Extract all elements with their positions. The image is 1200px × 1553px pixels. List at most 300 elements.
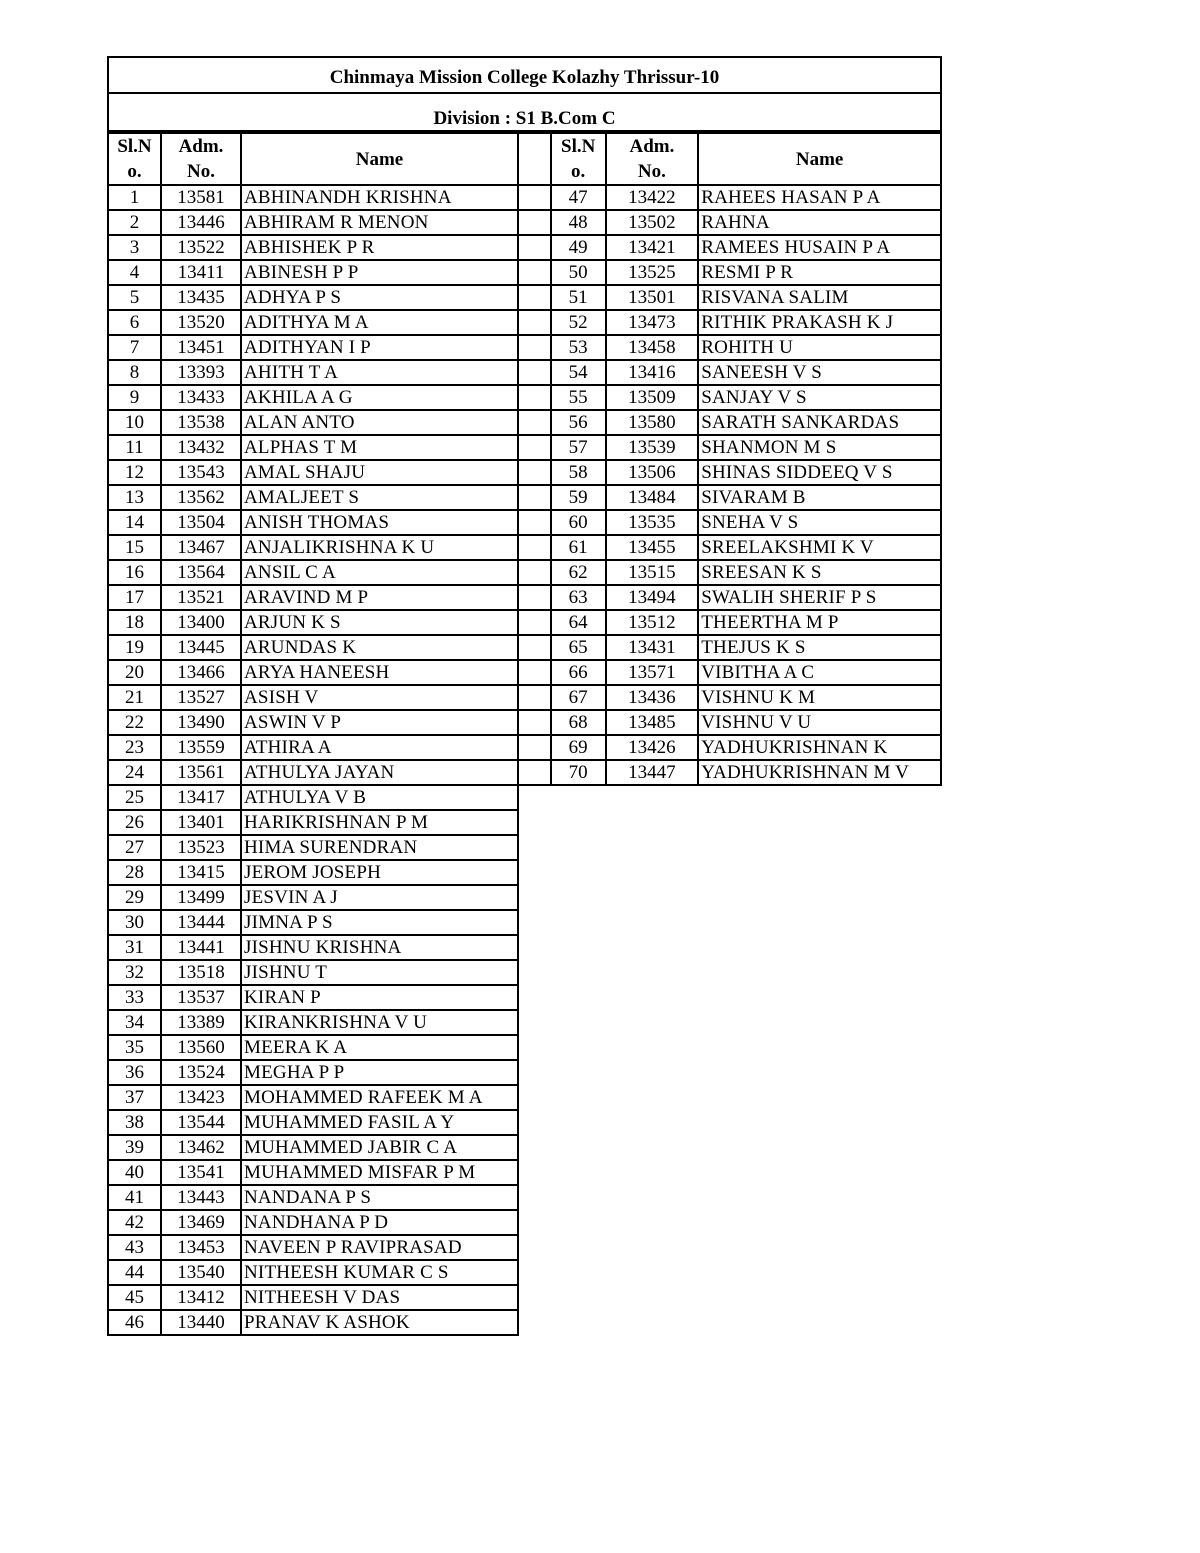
- spacer-cell: [518, 610, 551, 635]
- name-cell: ADHYA P S: [241, 285, 518, 310]
- name-cell: ATHULYA JAYAN: [241, 760, 518, 785]
- adm-no-cell: 13400: [161, 610, 241, 635]
- spacer-cell: [518, 210, 551, 235]
- name-cell: NANDANA P S: [241, 1185, 518, 1210]
- spacer-cell: [518, 310, 551, 335]
- adm-header-line2: No.: [187, 161, 215, 182]
- sl-no-cell: 8: [108, 360, 161, 385]
- name-cell: ADITHYA M A: [241, 310, 518, 335]
- sl-no-cell: 46: [108, 1310, 161, 1335]
- sl-no-cell: 66: [551, 660, 606, 685]
- adm-no-cell: 13571: [606, 660, 699, 685]
- table-row: [108, 860, 518, 885]
- name-cell: SNEHA V S: [698, 510, 941, 535]
- adm-no-cell: 13544: [161, 1110, 241, 1135]
- spacer-cell: [518, 133, 551, 185]
- name-cell: ABHISHEK P R: [241, 235, 518, 260]
- table-row: [108, 310, 518, 335]
- table-row: [108, 1235, 518, 1260]
- sl-header-line1: Sl.N: [561, 136, 596, 157]
- sl-no-cell: 25: [108, 785, 161, 810]
- spacer-cell: [518, 560, 551, 585]
- name-cell: THEJUS K S: [698, 635, 941, 660]
- sl-no-cell: 65: [551, 635, 606, 660]
- name-cell: JISHNU KRISHNA: [241, 935, 518, 960]
- sl-no-cell: 67: [551, 685, 606, 710]
- sl-header-line1: Sl.N: [117, 136, 152, 157]
- table-row: [518, 760, 941, 785]
- name-cell: SREELAKSHMI K V: [698, 535, 941, 560]
- name-cell: SHINAS SIDDEEQ V S: [698, 460, 941, 485]
- sl-no-header: [551, 133, 606, 185]
- spacer-cell: [518, 435, 551, 460]
- name-cell: ALAN ANTO: [241, 410, 518, 435]
- name-cell: RAMEES HUSAIN P A: [698, 235, 941, 260]
- adm-no-cell: 13564: [161, 560, 241, 585]
- name-cell: JIMNA P S: [241, 910, 518, 935]
- adm-no-cell: 13447: [606, 760, 699, 785]
- name-cell: JISHNU T: [241, 960, 518, 985]
- sl-no-cell: 2: [108, 210, 161, 235]
- table-row: [108, 935, 518, 960]
- spacer-cell: [518, 385, 551, 410]
- adm-no-cell: 13490: [161, 710, 241, 735]
- name-cell: ADITHYAN I P: [241, 335, 518, 360]
- adm-no-cell: 13462: [161, 1135, 241, 1160]
- sl-no-cell: 43: [108, 1235, 161, 1260]
- adm-no-cell: 13540: [161, 1260, 241, 1285]
- table-row: [108, 385, 518, 410]
- table-row: [108, 360, 518, 385]
- adm-no-cell: 13436: [606, 685, 699, 710]
- adm-no-cell: 13561: [161, 760, 241, 785]
- sl-no-cell: 55: [551, 385, 606, 410]
- name-cell: SHANMON M S: [698, 435, 941, 460]
- table-row: [108, 810, 518, 835]
- sl-no-cell: 24: [108, 760, 161, 785]
- adm-no-cell: 13580: [606, 410, 699, 435]
- adm-no-cell: 13518: [161, 960, 241, 985]
- adm-no-cell: 13453: [161, 1235, 241, 1260]
- adm-no-cell: 13416: [606, 360, 699, 385]
- name-cell: ROHITH U: [698, 335, 941, 360]
- table-row: [108, 1185, 518, 1210]
- adm-no-cell: 13560: [161, 1035, 241, 1060]
- adm-no-cell: 13426: [606, 735, 699, 760]
- sl-no-cell: 60: [551, 510, 606, 535]
- table-row: [108, 835, 518, 860]
- name-cell: PRANAV K ASHOK: [241, 1310, 518, 1335]
- sl-no-cell: 59: [551, 485, 606, 510]
- table-row: [518, 385, 941, 410]
- table-row: [108, 1010, 518, 1035]
- adm-no-cell: 13435: [161, 285, 241, 310]
- name-cell: ABINESH P P: [241, 260, 518, 285]
- right-student-table: [517, 132, 942, 786]
- name-cell: ATHULYA V B: [241, 785, 518, 810]
- name-cell: SWALIH SHERIF P S: [698, 585, 941, 610]
- sl-no-cell: 29: [108, 885, 161, 910]
- adm-no-cell: 13581: [161, 185, 241, 210]
- table-row: [108, 660, 518, 685]
- adm-no-cell: 13458: [606, 335, 699, 360]
- title-block: [107, 56, 942, 132]
- sl-no-cell: 32: [108, 960, 161, 985]
- name-cell: ARJUN K S: [241, 610, 518, 635]
- table-row: [108, 510, 518, 535]
- sl-no-cell: 26: [108, 810, 161, 835]
- sl-no-cell: 33: [108, 985, 161, 1010]
- table-row: [518, 585, 941, 610]
- name-cell: RAHNA: [698, 210, 941, 235]
- adm-no-cell: 13431: [606, 635, 699, 660]
- table-row: [108, 1110, 518, 1135]
- table-row: [518, 735, 941, 760]
- right-table-body: [518, 185, 941, 785]
- table-row: [108, 985, 518, 1010]
- spacer-cell: [518, 185, 551, 210]
- name-cell: ARYA HANEESH: [241, 660, 518, 685]
- spacer-cell: [518, 485, 551, 510]
- name-cell: HARIKRISHNAN P M: [241, 810, 518, 835]
- spacer-cell: [518, 735, 551, 760]
- name-cell: RITHIK PRAKASH K J: [698, 310, 941, 335]
- table-row: [108, 1160, 518, 1185]
- spacer-cell: [518, 410, 551, 435]
- table-row: [108, 1035, 518, 1060]
- adm-no-cell: 13440: [161, 1310, 241, 1335]
- name-header: Name: [241, 133, 518, 185]
- table-row: [108, 760, 518, 785]
- name-cell: SARATH SANKARDAS: [698, 410, 941, 435]
- name-cell: MEGHA P P: [241, 1060, 518, 1085]
- sl-no-cell: 58: [551, 460, 606, 485]
- sl-no-cell: 49: [551, 235, 606, 260]
- table-row: [518, 485, 941, 510]
- sl-no-cell: 23: [108, 735, 161, 760]
- name-cell: MEERA K A: [241, 1035, 518, 1060]
- name-cell: NAVEEN P RAVIPRASAD: [241, 1235, 518, 1260]
- adm-no-cell: 13393: [161, 360, 241, 385]
- sl-no-cell: 36: [108, 1060, 161, 1085]
- adm-no-cell: 13521: [161, 585, 241, 610]
- name-cell: RISVANA SALIM: [698, 285, 941, 310]
- table-row: [108, 460, 518, 485]
- table-row: [518, 635, 941, 660]
- adm-no-cell: 13527: [161, 685, 241, 710]
- sl-no-cell: 63: [551, 585, 606, 610]
- adm-header-line1: Adm.: [178, 136, 224, 157]
- adm-no-cell: 13523: [161, 835, 241, 860]
- sl-no-cell: 38: [108, 1110, 161, 1135]
- table-row: [108, 910, 518, 935]
- adm-no-cell: 13522: [161, 235, 241, 260]
- sl-no-cell: 39: [108, 1135, 161, 1160]
- sl-no-cell: 70: [551, 760, 606, 785]
- adm-no-cell: 13535: [606, 510, 699, 535]
- sl-no-cell: 45: [108, 1285, 161, 1310]
- sl-no-cell: 14: [108, 510, 161, 535]
- sl-header-line2: o.: [571, 161, 586, 182]
- table-row: [518, 210, 941, 235]
- table-row: [108, 1310, 518, 1335]
- name-cell: ANISH THOMAS: [241, 510, 518, 535]
- table-row: [108, 685, 518, 710]
- sl-no-cell: 35: [108, 1035, 161, 1060]
- sl-no-cell: 44: [108, 1260, 161, 1285]
- adm-no-cell: 13499: [161, 885, 241, 910]
- sl-no-cell: 52: [551, 310, 606, 335]
- name-cell: ATHIRA A: [241, 735, 518, 760]
- sl-no-cell: 34: [108, 1010, 161, 1035]
- sl-no-cell: 47: [551, 185, 606, 210]
- adm-no-cell: 13562: [161, 485, 241, 510]
- adm-no-cell: 13422: [606, 185, 699, 210]
- table-row: [518, 660, 941, 685]
- name-cell: MUHAMMED MISFAR P M: [241, 1160, 518, 1185]
- name-cell: ALPHAS T M: [241, 435, 518, 460]
- table-row: [518, 685, 941, 710]
- name-cell: SANEESH V S: [698, 360, 941, 385]
- sl-no-cell: 53: [551, 335, 606, 360]
- spacer-cell: [518, 360, 551, 385]
- adm-no-cell: 13539: [606, 435, 699, 460]
- sl-no-cell: 12: [108, 460, 161, 485]
- table-row: [518, 535, 941, 560]
- adm-no-cell: 13441: [161, 935, 241, 960]
- name-cell: ANJALIKRISHNA K U: [241, 535, 518, 560]
- name-cell: SIVARAM B: [698, 485, 941, 510]
- adm-no-cell: 13445: [161, 635, 241, 660]
- adm-no-cell: 13515: [606, 560, 699, 585]
- name-cell: JEROM JOSEPH: [241, 860, 518, 885]
- name-cell: AMAL SHAJU: [241, 460, 518, 485]
- table-row: [518, 360, 941, 385]
- table-row: [108, 785, 518, 810]
- sl-no-cell: 62: [551, 560, 606, 585]
- adm-no-cell: 13504: [161, 510, 241, 535]
- table-row: [108, 285, 518, 310]
- name-cell: VIBITHA A C: [698, 660, 941, 685]
- name-cell: NITHEESH V DAS: [241, 1285, 518, 1310]
- name-cell: SANJAY V S: [698, 385, 941, 410]
- name-cell: ARAVIND M P: [241, 585, 518, 610]
- sl-no-cell: 10: [108, 410, 161, 435]
- adm-no-cell: 13401: [161, 810, 241, 835]
- name-header: Name: [698, 133, 941, 185]
- sl-no-cell: 15: [108, 535, 161, 560]
- adm-no-cell: 13412: [161, 1285, 241, 1310]
- name-cell: THEERTHA M P: [698, 610, 941, 635]
- sl-no-cell: 54: [551, 360, 606, 385]
- sl-no-cell: 22: [108, 710, 161, 735]
- sl-no-cell: 68: [551, 710, 606, 735]
- adm-no-cell: 13538: [161, 410, 241, 435]
- table-row: [518, 310, 941, 335]
- left-table-body: [108, 185, 518, 1335]
- adm-no-cell: 13559: [161, 735, 241, 760]
- sl-no-cell: 61: [551, 535, 606, 560]
- sl-no-cell: 16: [108, 560, 161, 585]
- adm-no-cell: 13469: [161, 1210, 241, 1235]
- name-cell: KIRAN P: [241, 985, 518, 1010]
- spacer-cell: [518, 235, 551, 260]
- spacer-cell: [518, 635, 551, 660]
- sl-no-header: [108, 133, 161, 185]
- name-cell: ANSIL C A: [241, 560, 518, 585]
- adm-no-cell: 13415: [161, 860, 241, 885]
- table-row: [108, 535, 518, 560]
- sl-header-line2: o.: [127, 161, 142, 182]
- table-row: [518, 510, 941, 535]
- table-row: [108, 560, 518, 585]
- name-cell: SREESAN K S: [698, 560, 941, 585]
- adm-no-cell: 13451: [161, 335, 241, 360]
- adm-no-cell: 13446: [161, 210, 241, 235]
- spacer-cell: [518, 710, 551, 735]
- table-row: [518, 285, 941, 310]
- sl-no-cell: 50: [551, 260, 606, 285]
- adm-no-cell: 13443: [161, 1185, 241, 1210]
- table-row: [518, 335, 941, 360]
- sl-no-cell: 27: [108, 835, 161, 860]
- table-row: [108, 1135, 518, 1160]
- adm-no-cell: 13520: [161, 310, 241, 335]
- sl-no-cell: 51: [551, 285, 606, 310]
- sl-no-cell: 40: [108, 1160, 161, 1185]
- sl-no-cell: 69: [551, 735, 606, 760]
- name-cell: MOHAMMED RAFEEK M A: [241, 1085, 518, 1110]
- adm-no-cell: 13509: [606, 385, 699, 410]
- adm-no-cell: 13417: [161, 785, 241, 810]
- spacer-cell: [518, 660, 551, 685]
- name-cell: MUHAMMED FASIL A Y: [241, 1110, 518, 1135]
- adm-no-cell: 13466: [161, 660, 241, 685]
- adm-no-cell: 13543: [161, 460, 241, 485]
- left-header-row: [108, 133, 518, 185]
- sl-no-cell: 57: [551, 435, 606, 460]
- spacer-cell: [518, 585, 551, 610]
- table-row: [108, 485, 518, 510]
- table-row: [108, 735, 518, 760]
- adm-no-cell: 13541: [161, 1160, 241, 1185]
- adm-no-cell: 13524: [161, 1060, 241, 1085]
- sl-no-cell: 37: [108, 1085, 161, 1110]
- table-row: [108, 710, 518, 735]
- division-title: Division : S1 B.Com C: [433, 108, 616, 129]
- sl-no-cell: 3: [108, 235, 161, 260]
- name-cell: AKHILA A G: [241, 385, 518, 410]
- sl-no-cell: 5: [108, 285, 161, 310]
- adm-no-cell: 13485: [606, 710, 699, 735]
- name-cell: MUHAMMED JABIR C A: [241, 1135, 518, 1160]
- table-row: [108, 635, 518, 660]
- sl-no-cell: 30: [108, 910, 161, 935]
- name-cell: JESVIN A J: [241, 885, 518, 910]
- name-cell: KIRANKRISHNA V U: [241, 1010, 518, 1035]
- table-row: [108, 1210, 518, 1235]
- sl-no-cell: 7: [108, 335, 161, 360]
- adm-no-cell: 13455: [606, 535, 699, 560]
- sl-no-cell: 9: [108, 385, 161, 410]
- sl-no-cell: 11: [108, 435, 161, 460]
- table-row: [518, 410, 941, 435]
- spacer-cell: [518, 335, 551, 360]
- table-row: [108, 1085, 518, 1110]
- spacer-cell: [518, 510, 551, 535]
- table-row: [108, 585, 518, 610]
- table-row: [108, 260, 518, 285]
- adm-no-header: [606, 133, 699, 185]
- sl-no-cell: 48: [551, 210, 606, 235]
- table-row: [518, 260, 941, 285]
- name-cell: ASISH V: [241, 685, 518, 710]
- table-row: [518, 560, 941, 585]
- adm-no-cell: 13506: [606, 460, 699, 485]
- spacer-cell: [518, 460, 551, 485]
- table-row: [108, 885, 518, 910]
- name-cell: RESMI P R: [698, 260, 941, 285]
- adm-header-line2: No.: [637, 161, 666, 182]
- name-cell: AMALJEET S: [241, 485, 518, 510]
- adm-no-cell: 13502: [606, 210, 699, 235]
- sl-no-cell: 28: [108, 860, 161, 885]
- college-title: Chinmaya Mission College Kolazhy Thrissur-10: [109, 58, 940, 94]
- table-row: [108, 235, 518, 260]
- sl-no-cell: 18: [108, 610, 161, 635]
- table-row: [108, 960, 518, 985]
- sl-no-cell: 4: [108, 260, 161, 285]
- spacer-cell: [518, 760, 551, 785]
- sl-no-cell: 6: [108, 310, 161, 335]
- sl-no-cell: 21: [108, 685, 161, 710]
- name-cell: ABHINANDH KRISHNA: [241, 185, 518, 210]
- table-row: [518, 435, 941, 460]
- name-cell: ABHIRAM R MENON: [241, 210, 518, 235]
- adm-no-header: [161, 133, 241, 185]
- name-cell: VISHNU V U: [698, 710, 941, 735]
- sl-no-cell: 56: [551, 410, 606, 435]
- table-row: [108, 1260, 518, 1285]
- name-cell: NITHEESH KUMAR C S: [241, 1260, 518, 1285]
- adm-no-cell: 13444: [161, 910, 241, 935]
- adm-no-cell: 13433: [161, 385, 241, 410]
- table-row: [518, 710, 941, 735]
- adm-no-cell: 13432: [161, 435, 241, 460]
- adm-no-cell: 13421: [606, 235, 699, 260]
- name-cell: AHITH T A: [241, 360, 518, 385]
- spacer-cell: [518, 260, 551, 285]
- sl-no-cell: 19: [108, 635, 161, 660]
- name-cell: RAHEES HASAN P A: [698, 185, 941, 210]
- table-row: [518, 460, 941, 485]
- name-cell: ARUNDAS K: [241, 635, 518, 660]
- adm-no-cell: 13423: [161, 1085, 241, 1110]
- sl-no-cell: 64: [551, 610, 606, 635]
- table-row: [108, 1285, 518, 1310]
- name-cell: YADHUKRISHNAN K: [698, 735, 941, 760]
- name-cell: VISHNU K M: [698, 685, 941, 710]
- name-cell: NANDHANA P D: [241, 1210, 518, 1235]
- table-row: [108, 610, 518, 635]
- adm-no-cell: 13467: [161, 535, 241, 560]
- sl-no-cell: 20: [108, 660, 161, 685]
- adm-no-cell: 13501: [606, 285, 699, 310]
- sl-no-cell: 17: [108, 585, 161, 610]
- spacer-cell: [518, 685, 551, 710]
- table-row: [108, 185, 518, 210]
- adm-no-cell: 13537: [161, 985, 241, 1010]
